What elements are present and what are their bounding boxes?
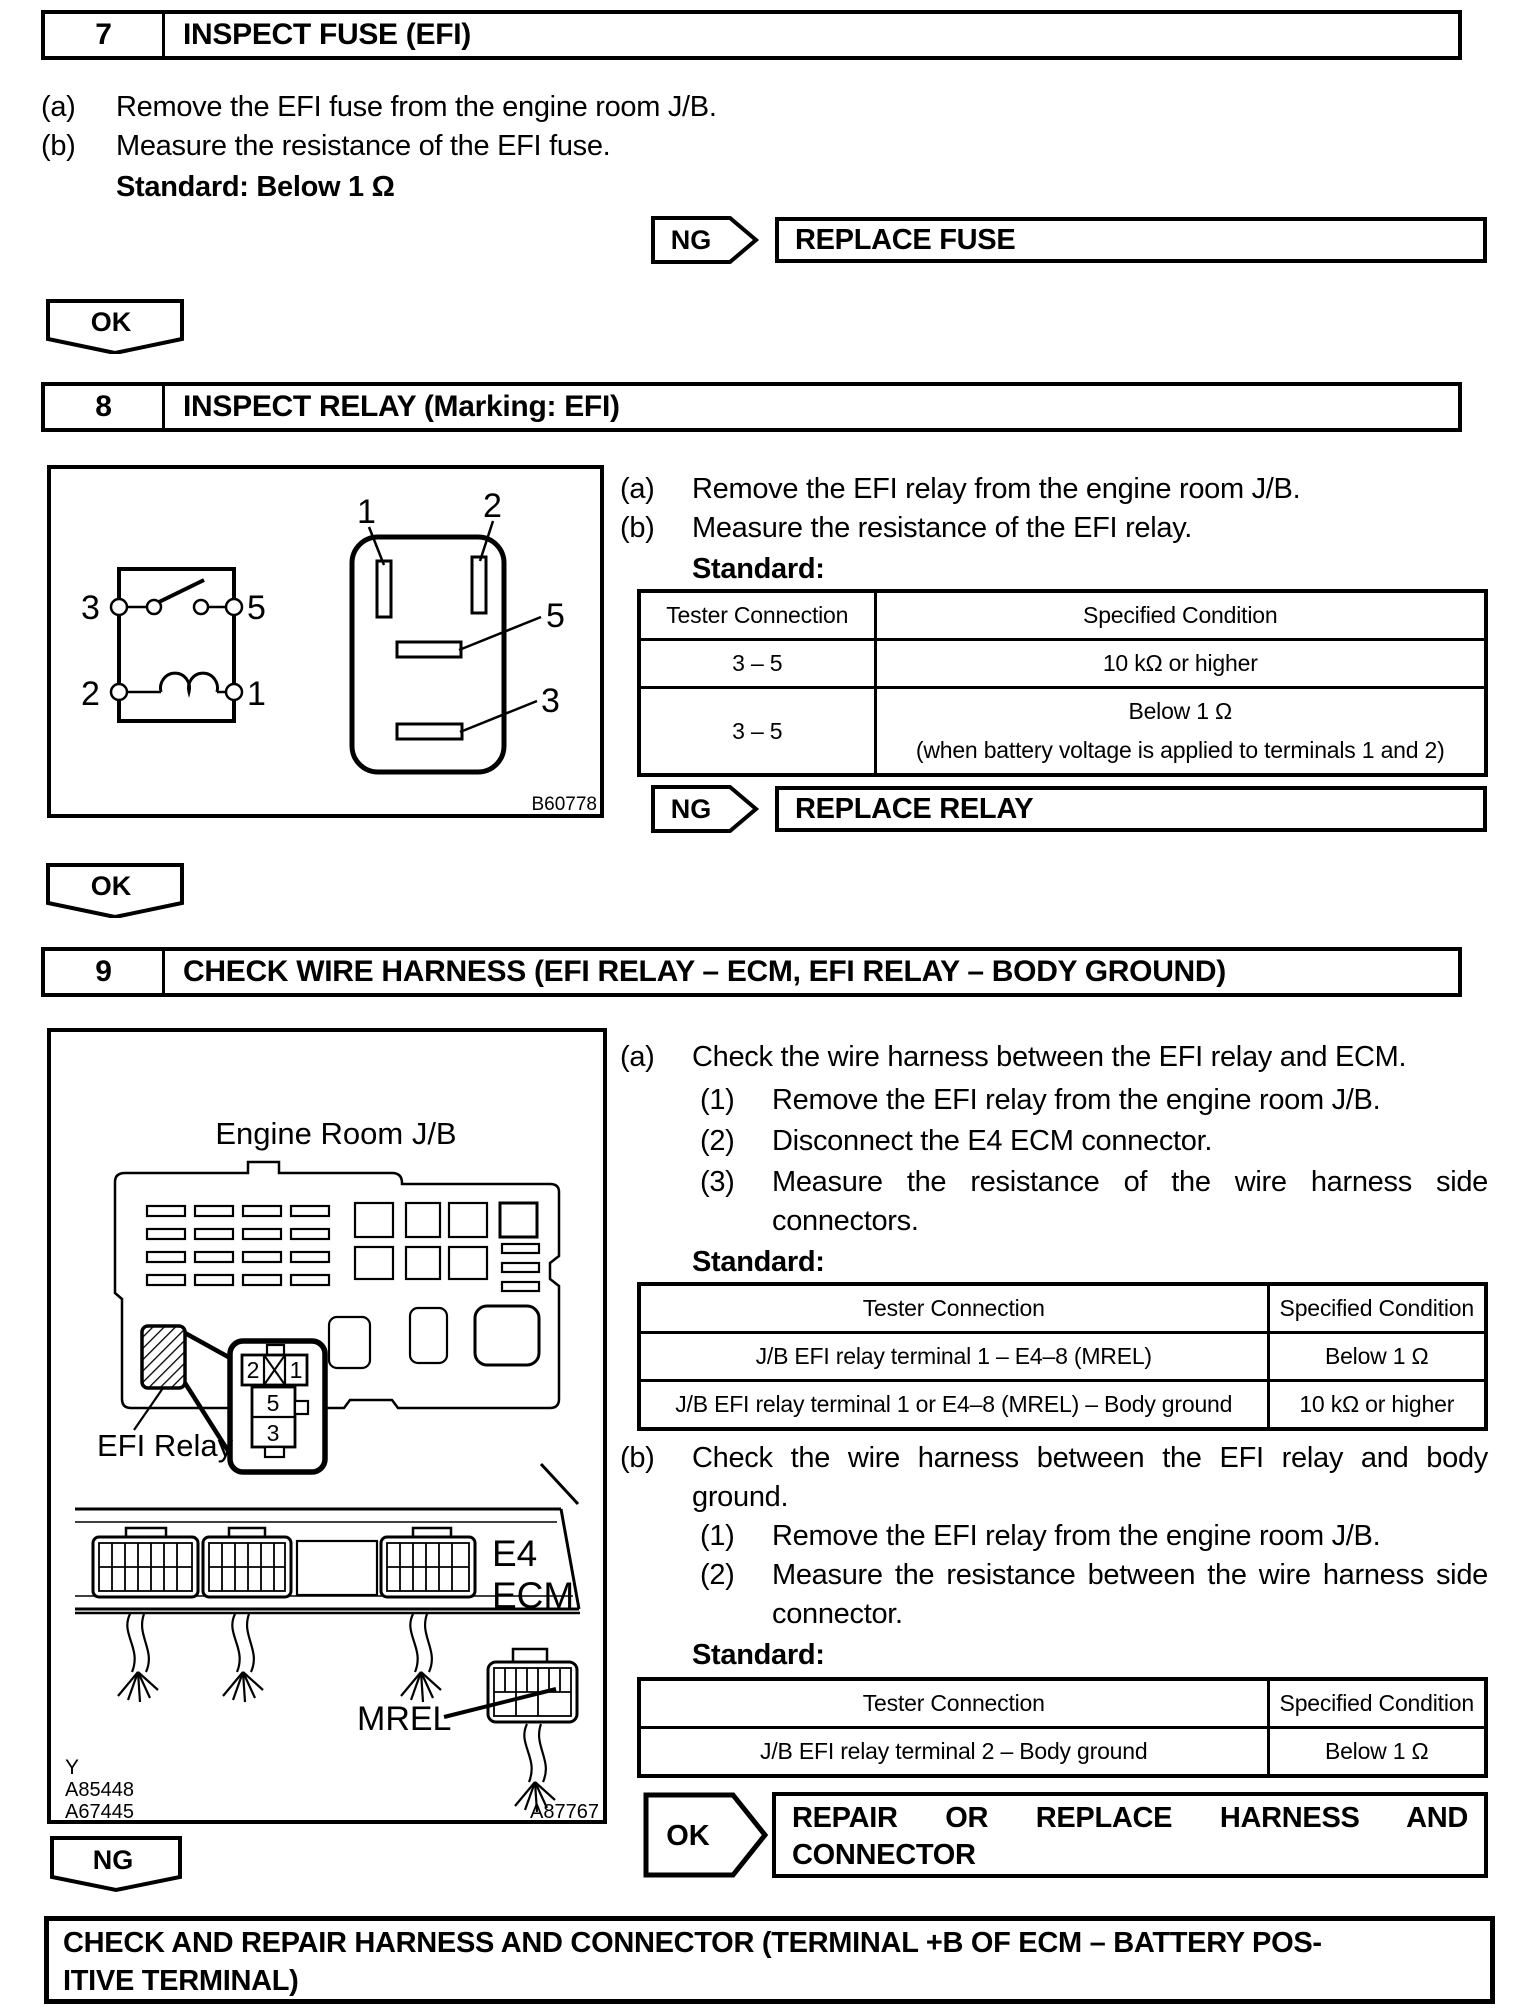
cell-condition: 10 kΩ or higher	[1268, 1381, 1486, 1430]
step9-standard-a	[620, 1243, 1488, 1282]
item-text: Remove the EFI relay from the engine room J/B.	[692, 473, 1301, 505]
figure-id-a87767: A87767	[530, 1801, 599, 1820]
ng-action-replace-relay: REPLACE RELAY	[775, 786, 1487, 832]
jb-figure-title: Engine Room J/B	[215, 1116, 457, 1151]
step8-number: 8	[45, 386, 165, 428]
ng-badge-label: NG	[670, 225, 712, 255]
spacer	[41, 168, 116, 207]
spacer	[620, 1243, 692, 1282]
callout-pin-3: 3	[266, 1420, 280, 1446]
connector-cavity-shapes	[329, 1306, 539, 1368]
figure-ids	[65, 1756, 599, 1820]
fuse-slot-grid	[147, 1206, 329, 1285]
pin-5-label: 5	[546, 597, 565, 635]
substep-3	[700, 1163, 1488, 1241]
step8-standard-label	[620, 550, 1488, 589]
callout-pin-2: 2	[246, 1357, 260, 1383]
figure-id: B60778	[531, 794, 597, 814]
substep-2	[700, 1556, 1488, 1634]
terminal-2-label: 2	[81, 675, 100, 713]
engine-room-jb-figure-box	[47, 1028, 607, 1824]
col-header-tester-connection: Tester Connection	[639, 591, 875, 640]
action-line1: REPAIR OR REPLACE HARNESS AND	[792, 1802, 1468, 1834]
ok-arrow-down-icon	[45, 298, 185, 354]
ok-badge-label: OK	[90, 307, 132, 337]
efi-relay-location-icon	[142, 1326, 185, 1388]
figure-id-a67445: A67445	[65, 1801, 134, 1820]
relay-slot-grid	[355, 1203, 539, 1291]
terminal-5-label: 5	[247, 589, 266, 627]
step9-number: 9	[45, 951, 165, 993]
engine-room-jb-figure	[51, 1032, 603, 1820]
final-instruction-box	[44, 1916, 1495, 2004]
ng-arrow-right-icon	[650, 215, 760, 265]
ok-action-repair-harness	[772, 1792, 1488, 1878]
figure-id-y: Y	[65, 1756, 80, 1779]
table-row	[639, 1333, 1486, 1381]
terminal-3-label: 3	[81, 589, 100, 627]
step9-header	[41, 947, 1462, 997]
step7-title: INSPECT FUSE (EFI)	[183, 18, 471, 51]
item-marker: (b)	[620, 512, 655, 544]
efi-relay-label: EFI Relay	[97, 1428, 234, 1463]
ok-arrow-right-icon	[643, 1792, 768, 1878]
pin-3-label: 3	[541, 682, 560, 720]
wire-bundle-icon	[223, 1614, 263, 1702]
step7-body	[41, 85, 1462, 207]
table-header-row	[639, 591, 1486, 640]
substep-1	[700, 1081, 1488, 1120]
col-header-tester-connection: Tester Connection	[639, 1284, 1268, 1333]
wire-bundle-icon	[118, 1614, 158, 1702]
ok-badge-label: OK	[666, 1820, 710, 1852]
step9-standard-b	[620, 1636, 1488, 1675]
item-text: Remove the EFI fuse from the engine room J/B.	[116, 91, 717, 123]
substep-2	[700, 1122, 1488, 1161]
relay-pin-labels	[357, 487, 565, 720]
mrel-connector-icon	[488, 1649, 577, 1722]
cell-condition	[875, 688, 1486, 776]
substep-text: Measure the resistance between the wire harness side connector.	[772, 1559, 1488, 1630]
table-header-row	[639, 1679, 1486, 1728]
cell-connection: J/B EFI relay terminal 1 or E4–8 (MREL) – Body ground	[639, 1381, 1268, 1430]
cell-connection: 3 – 5	[639, 640, 875, 688]
step9-spec-table-b	[637, 1677, 1488, 1778]
standard-label: Standard:	[692, 553, 825, 585]
col-header-tester-connection: Tester Connection	[639, 1679, 1268, 1728]
table-header-row	[639, 1284, 1486, 1333]
cell-connection: 3 – 5	[639, 688, 875, 776]
table-row	[639, 1381, 1486, 1430]
step7-number: 7	[45, 14, 165, 56]
cell-connection: J/B EFI relay terminal 1 – E4–8 (MREL)	[639, 1333, 1268, 1381]
item-marker: (a)	[620, 1041, 655, 1073]
step9-spec-table-a	[637, 1282, 1488, 1431]
table-row	[639, 1728, 1486, 1777]
ng-action-replace-fuse: REPLACE FUSE	[775, 217, 1487, 263]
callout-pin-1: 1	[289, 1357, 303, 1383]
substep-1	[700, 1517, 1488, 1556]
pin-2-label: 2	[483, 487, 502, 525]
item-text: Measure the resistance of the EFI relay.	[692, 512, 1193, 544]
ecm-e4-label: E4	[492, 1533, 538, 1574]
col-header-specified-condition: Specified Condition	[875, 591, 1486, 640]
action-line2: CONNECTOR	[792, 1839, 976, 1871]
item-text: Check the wire harness between the EFI relay and ECM.	[692, 1041, 1407, 1073]
step8-body	[620, 465, 1488, 777]
wire-bundle-icon	[401, 1614, 441, 1702]
item-marker: (b)	[41, 130, 76, 162]
cell-connection: J/B EFI relay terminal 2 – Body ground	[639, 1728, 1268, 1777]
ok-arrow-down-icon	[45, 862, 185, 918]
cell-condition: 10 kΩ or higher	[875, 640, 1486, 688]
ecm-connectors	[93, 1528, 475, 1597]
relay-body-icon	[352, 521, 541, 772]
item-marker: (a)	[620, 473, 655, 505]
step9-part-a	[620, 1038, 1488, 1077]
substep-text: Disconnect the E4 ECM connector.	[772, 1125, 1213, 1157]
ng-badge-label: NG	[92, 1845, 134, 1875]
substep-marker: (1)	[700, 1084, 735, 1116]
spacer	[620, 1636, 692, 1675]
substep-marker: (2)	[700, 1125, 735, 1157]
step9-body	[620, 1030, 1488, 1878]
item-text: Check the wire harness between the EFI relay and body ground.	[692, 1442, 1488, 1513]
step7-item-a	[41, 88, 1462, 127]
pin-1-label: 1	[357, 493, 376, 531]
step8-item-b	[620, 509, 1488, 548]
cell-condition: Below 1 Ω	[1268, 1333, 1486, 1381]
final-line2: ITIVE TERMINAL)	[63, 1965, 299, 1997]
substep-marker: (3)	[700, 1166, 735, 1198]
ng-badge-label: NG	[670, 794, 712, 824]
substep-marker: (1)	[700, 1520, 735, 1552]
step8-title: INSPECT RELAY (Marking: EFI)	[183, 390, 620, 423]
col-header-specified-condition: Specified Condition	[1268, 1284, 1486, 1333]
step7-standard	[41, 168, 1462, 207]
col-header-specified-condition: Specified Condition	[1268, 1679, 1486, 1728]
step8-item-a	[620, 470, 1488, 509]
ok-action-row	[643, 1792, 1488, 1878]
standard-label: Standard:	[692, 1639, 825, 1671]
ng-arrow-down-icon	[49, 1835, 183, 1893]
step9-title: CHECK WIRE HARNESS (EFI RELAY – ECM, EFI RELAY – BODY GROUND)	[183, 955, 1226, 988]
spacer	[620, 550, 692, 589]
standard-label: Standard:	[692, 1246, 825, 1278]
substep-text: Remove the EFI relay from the engine room J/B.	[772, 1520, 1381, 1552]
table-row	[639, 688, 1486, 776]
final-line1: CHECK AND REPAIR HARNESS AND CONNECTOR (TERMINAL +B OF ECM – BATTERY POS-	[63, 1927, 1322, 1959]
table-row	[639, 640, 1486, 688]
figure-id-a85448: A85448	[65, 1779, 134, 1801]
item-text: Measure the resistance of the EFI fuse.	[116, 130, 611, 162]
terminal-1-label: 1	[247, 675, 266, 713]
ok-badge-label: OK	[90, 871, 132, 901]
relay-figure	[51, 469, 600, 814]
substep-text: Measure the resistance of the wire harness side connectors.	[772, 1166, 1488, 1237]
item-marker: (a)	[41, 91, 76, 123]
wire-bundle-icon	[515, 1724, 555, 1812]
condition-line2: (when battery voltage is applied to terminals 1 and 2)	[915, 737, 1445, 763]
step7-item-b	[41, 127, 1462, 166]
relay-figure-box	[47, 465, 604, 818]
ng-arrow-right-icon	[650, 784, 760, 834]
callout-pin-5: 5	[266, 1390, 280, 1416]
ecm-label: ECM	[492, 1575, 575, 1616]
condition-line1: Below 1 Ω	[1128, 698, 1233, 724]
mrel-label: MREL	[357, 1700, 452, 1738]
step8-header	[41, 382, 1462, 432]
cell-condition: Below 1 Ω	[1268, 1728, 1486, 1777]
item-marker: (b)	[620, 1442, 655, 1474]
step8-spec-table	[637, 589, 1488, 777]
step9-part-b	[620, 1439, 1488, 1517]
standard-value: Standard: Below 1 Ω	[116, 171, 395, 203]
relay-schematic-icon	[111, 569, 242, 721]
substep-marker: (2)	[700, 1559, 735, 1591]
step7-header	[41, 10, 1462, 60]
substep-text: Remove the EFI relay from the engine room J/B.	[772, 1084, 1381, 1116]
